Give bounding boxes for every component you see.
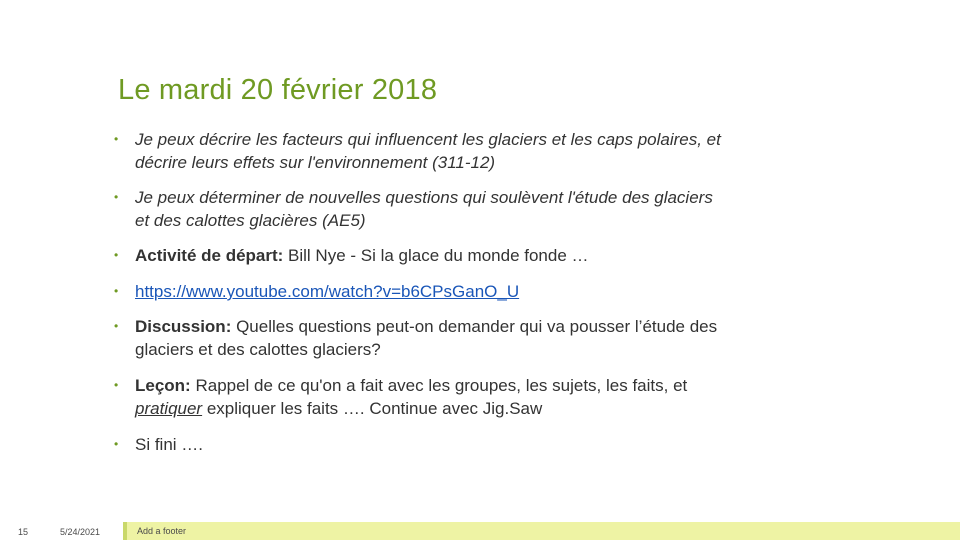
bullet-objective-2[interactable] bbox=[114, 186, 713, 232]
bullet-icon: • bbox=[114, 284, 119, 298]
activite-text: Bill Nye - Si la glace du monde fonde … bbox=[283, 246, 589, 265]
bullet-icon: • bbox=[114, 248, 119, 262]
discussion-label: Discussion: bbox=[135, 317, 232, 336]
bullet-icon: • bbox=[114, 132, 119, 146]
si-fini-text: Si fini …. bbox=[135, 435, 204, 454]
bullet-lecon[interactable] bbox=[114, 374, 687, 420]
bullet-discussion[interactable] bbox=[114, 315, 717, 361]
bullet-activite-depart[interactable] bbox=[114, 244, 589, 267]
lecon-emphasis: pratiquer bbox=[135, 399, 203, 418]
bullet-icon: • bbox=[114, 319, 119, 333]
lecon-text-line1: Rappel de ce qu'on a fait avec les groupes, les sujets, les faits, et bbox=[190, 376, 688, 395]
lecon-text-line2: expliquer les faits …. Continue avec Jig.Saw bbox=[202, 399, 543, 418]
activite-label: Activité de départ: bbox=[135, 246, 284, 265]
bullet-icon: • bbox=[114, 378, 119, 392]
bullet-objective-2-line1: Je peux déterminer de nouvelles questions qui soulèvent l'étude des glaciers bbox=[135, 188, 713, 207]
footer-date: 5/24/2021 bbox=[60, 527, 101, 537]
bullet-objective-2-line2: et des calottes glacières (AE5) bbox=[135, 211, 366, 230]
footer-text[interactable]: Add a footer bbox=[137, 526, 187, 536]
footer-bar bbox=[127, 522, 960, 540]
lecon-label: Leçon: bbox=[135, 376, 191, 395]
slide-title[interactable]: Le mardi 20 février 2018 bbox=[118, 74, 438, 106]
slide-number: 15 bbox=[18, 527, 29, 537]
bullet-si-fini[interactable] bbox=[114, 433, 203, 456]
youtube-link[interactable]: https://www.youtube.com/watch?v=b6CPsGanO_U bbox=[135, 282, 520, 301]
bullet-video-link bbox=[114, 280, 519, 303]
bullet-icon: • bbox=[114, 190, 119, 204]
discussion-text-line1: Quelles questions peut-on demander qui va pousser l’étude des bbox=[231, 317, 718, 336]
bullet-icon: • bbox=[114, 437, 119, 451]
bullet-objective-1[interactable] bbox=[114, 128, 721, 174]
bullet-objective-1-line2: décrire leurs effets sur l'environnement (311-12) bbox=[135, 153, 496, 172]
bullet-objective-1-line1: Je peux décrire les facteurs qui influencent les glaciers et les caps polaires, et bbox=[135, 130, 721, 149]
discussion-text-line2: glaciers et des calottes glaciers? bbox=[135, 340, 381, 359]
